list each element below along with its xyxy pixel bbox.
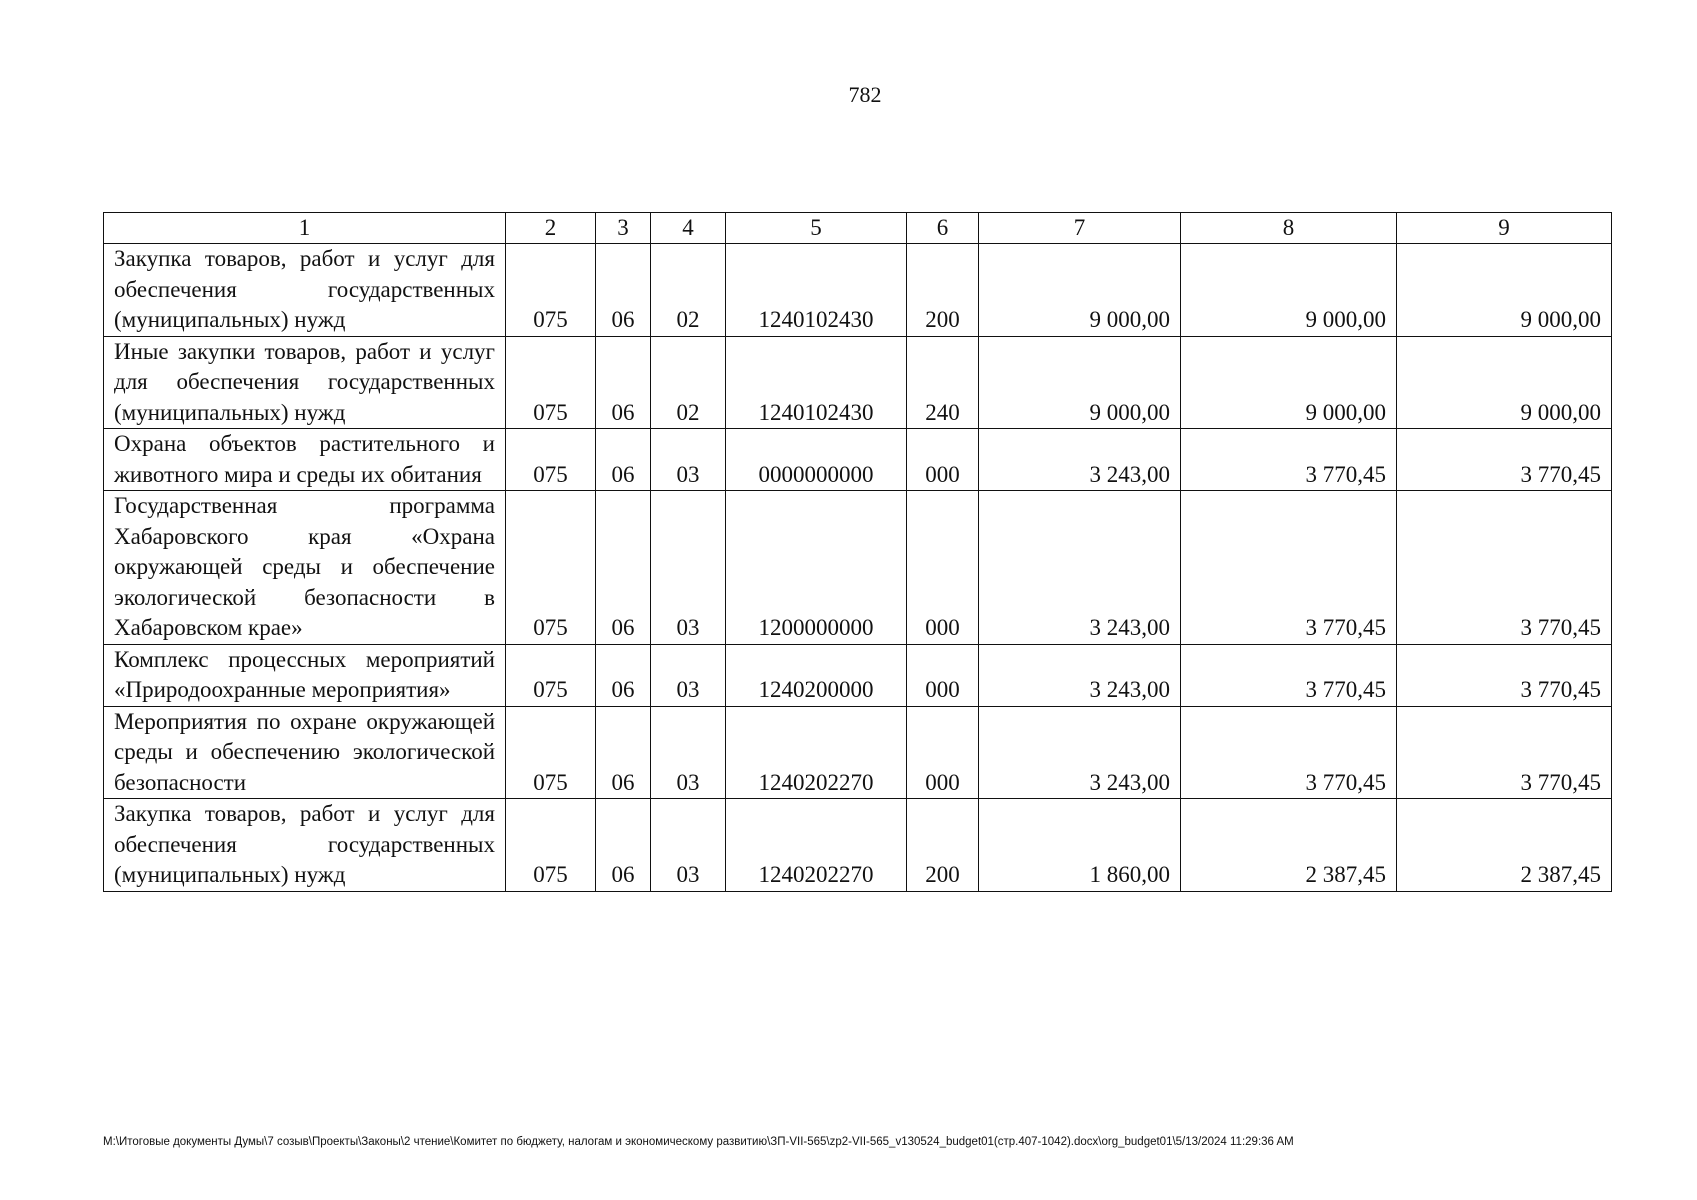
cell-target-article: 1200000000 [726, 491, 907, 645]
cell-expense-type: 000 [907, 491, 979, 645]
cell-ministry: 075 [506, 491, 596, 645]
cell-section: 06 [596, 336, 651, 429]
table-row [104, 799, 1612, 892]
cell-target-article: 1240202270 [726, 799, 907, 892]
header-cell: 8 [1181, 213, 1397, 244]
cell-amount-2: 9 000,00 [1181, 244, 1397, 337]
cell-amount-3: 3 770,45 [1397, 491, 1612, 645]
cell-amount-3: 9 000,00 [1397, 336, 1612, 429]
table-row [104, 429, 1612, 491]
row-name: Мероприятия по охране окружающей среды и обеспечению экологической безопасности [104, 706, 506, 799]
table-row [104, 336, 1612, 429]
footer-file-path: M:\Итоговые документы Думы\7 созыв\Проекты\Законы\2 чтение\Комитет по бюджету, налогам и экономическому развитию\ЗП-VII-565\zp2-VII-565_v130524_budget01(стр.407-1042).docx\org_budget01\5/13/2024 11:29:36 AM [103, 1136, 1294, 1148]
cell-ministry: 075 [506, 244, 596, 337]
header-cell: 4 [651, 213, 726, 244]
cell-subsection: 03 [651, 706, 726, 799]
cell-amount-3: 2 387,45 [1397, 799, 1612, 892]
cell-subsection: 02 [651, 244, 726, 337]
cell-section: 06 [596, 429, 651, 491]
cell-amount-3: 3 770,45 [1397, 706, 1612, 799]
cell-amount-3: 3 770,45 [1397, 644, 1612, 706]
cell-section: 06 [596, 799, 651, 892]
header-cell: 1 [104, 213, 506, 244]
cell-amount-3: 9 000,00 [1397, 244, 1612, 337]
table-row [104, 644, 1612, 706]
cell-target-article: 1240102430 [726, 244, 907, 337]
row-name: Иные закупки товаров, работ и услуг для обеспечения государственных (муниципальных) нужд [104, 336, 506, 429]
cell-amount-1: 9 000,00 [979, 336, 1181, 429]
header-cell: 6 [907, 213, 979, 244]
cell-amount-1: 9 000,00 [979, 244, 1181, 337]
cell-expense-type: 000 [907, 706, 979, 799]
cell-ministry: 075 [506, 429, 596, 491]
cell-amount-3: 3 770,45 [1397, 429, 1612, 491]
cell-subsection: 03 [651, 644, 726, 706]
cell-amount-1: 3 243,00 [979, 491, 1181, 645]
header-cell: 3 [596, 213, 651, 244]
table-row [104, 706, 1612, 799]
cell-ministry: 075 [506, 644, 596, 706]
cell-section: 06 [596, 706, 651, 799]
cell-section: 06 [596, 244, 651, 337]
cell-amount-1: 3 243,00 [979, 429, 1181, 491]
cell-amount-2: 2 387,45 [1181, 799, 1397, 892]
cell-subsection: 03 [651, 429, 726, 491]
row-name: Закупка товаров, работ и услуг для обеспечения государственных (муниципальных) нужд [104, 244, 506, 337]
header-cell: 2 [506, 213, 596, 244]
cell-target-article: 1240202270 [726, 706, 907, 799]
cell-subsection: 02 [651, 336, 726, 429]
table-header-row [104, 213, 1612, 244]
cell-subsection: 03 [651, 799, 726, 892]
cell-amount-1: 1 860,00 [979, 799, 1181, 892]
row-name: Закупка товаров, работ и услуг для обеспечения государственных (муниципальных) нужд [104, 799, 506, 892]
cell-subsection: 03 [651, 491, 726, 645]
cell-target-article: 0000000000 [726, 429, 907, 491]
cell-expense-type: 240 [907, 336, 979, 429]
cell-expense-type: 200 [907, 244, 979, 337]
table-row [104, 244, 1612, 337]
cell-ministry: 075 [506, 706, 596, 799]
cell-amount-2: 3 770,45 [1181, 429, 1397, 491]
cell-amount-2: 3 770,45 [1181, 706, 1397, 799]
table-row [104, 491, 1612, 645]
cell-amount-1: 3 243,00 [979, 644, 1181, 706]
cell-amount-1: 3 243,00 [979, 706, 1181, 799]
page-number: 782 [848, 82, 882, 107]
header-cell: 7 [979, 213, 1181, 244]
row-name: Комплекс процессных мероприятий «Природоохранные мероприятия» [104, 644, 506, 706]
row-name: Государственная программа Хабаровского края «Охрана окружающей среды и обеспечение экологической безопасности в Хабаровском крае» [104, 491, 506, 645]
cell-amount-2: 3 770,45 [1181, 491, 1397, 645]
cell-ministry: 075 [506, 336, 596, 429]
cell-target-article: 1240200000 [726, 644, 907, 706]
cell-section: 06 [596, 644, 651, 706]
cell-target-article: 1240102430 [726, 336, 907, 429]
cell-expense-type: 000 [907, 644, 979, 706]
header-cell: 5 [726, 213, 907, 244]
cell-expense-type: 000 [907, 429, 979, 491]
header-cell: 9 [1397, 213, 1612, 244]
budget-table [103, 212, 1612, 892]
cell-amount-2: 9 000,00 [1181, 336, 1397, 429]
cell-section: 06 [596, 491, 651, 645]
cell-expense-type: 200 [907, 799, 979, 892]
cell-ministry: 075 [506, 799, 596, 892]
row-name: Охрана объектов растительного и животного мира и среды их обитания [104, 429, 506, 491]
cell-amount-2: 3 770,45 [1181, 644, 1397, 706]
